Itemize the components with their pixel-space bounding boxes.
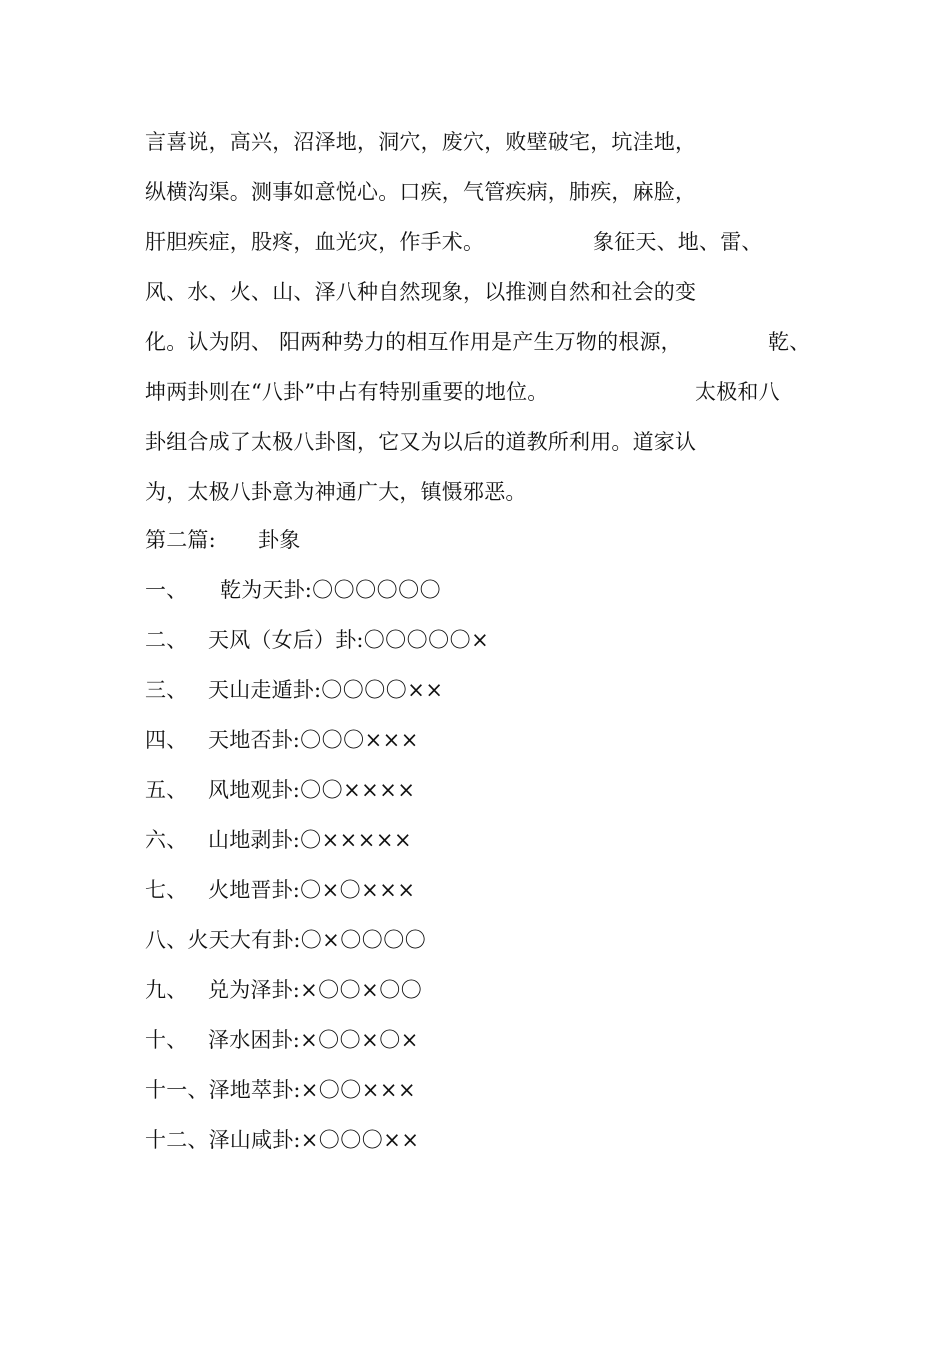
hexagram-number: 三、 — [145, 678, 188, 702]
hexagram-number: 六、 — [145, 828, 188, 852]
hexagram-number: 二、 — [145, 628, 188, 652]
hexagram-code: 〇〇〇〇〇〇 — [312, 578, 442, 602]
hexagram-name: 兑为泽卦: — [208, 978, 301, 1002]
hexagram-code: 〇×〇××× — [300, 878, 416, 902]
hexagram-name: 乾为天卦: — [220, 578, 313, 602]
hexagram-entry — [208, 675, 443, 705]
hexagram-name: 风地观卦: — [208, 778, 301, 802]
hexagram-entry — [208, 975, 422, 1005]
paragraph-line: 坤两卦则在“八卦”中占有特别重要的地位。 — [145, 380, 549, 404]
paragraph-line-tail: 象征天、地、雷、 — [593, 230, 763, 254]
hexagram-number: 五、 — [145, 778, 188, 802]
hexagram-entry — [145, 925, 426, 955]
paragraph-line: 为，太极八卦意为神通广大，镇慑邪恶。 — [145, 480, 527, 504]
paragraph-line: 风、水、火、山、泽八种自然现象，以推测自然和社会的变 — [145, 280, 697, 304]
hexagram-number: 九、 — [145, 978, 188, 1002]
section-heading-title: 卦象 — [258, 528, 301, 552]
hexagram-number: 十二、 — [145, 1128, 209, 1152]
hexagram-entry — [208, 825, 412, 855]
hexagram-entry — [208, 1025, 419, 1055]
hexagram-number: 一、 — [145, 578, 188, 602]
hexagram-code: ×〇〇〇×× — [300, 1128, 420, 1152]
hexagram-name: 天风（女后）卦: — [208, 628, 364, 652]
hexagram-number: 八、 — [145, 928, 188, 952]
hexagram-entry — [208, 775, 415, 805]
paragraph-line: 纵横沟渠。测事如意悦心。口疾，气管疾病，肺疾，麻脸， — [145, 180, 697, 204]
hexagram-name: 山地剥卦: — [208, 828, 301, 852]
hexagram-code: 〇〇×××× — [300, 778, 416, 802]
hexagram-number: 四、 — [145, 728, 188, 752]
paragraph-line: 言喜说，高兴，沼泽地，洞穴，废穴，败壁破宅，坑洼地， — [145, 130, 697, 154]
paragraph-line: 肝胆疾症，股疼，血光灾，作手术。 — [145, 230, 485, 254]
paragraph-line: 卦组合成了太极八卦图，它又为以后的道教所利用。道家认 — [145, 430, 697, 454]
hexagram-code: 〇××××× — [300, 828, 413, 852]
hexagram-number: 十、 — [145, 1028, 188, 1052]
paragraph-line-tail: 太极和八 — [695, 380, 780, 404]
hexagram-name: 泽水困卦: — [208, 1028, 301, 1052]
hexagram-entry — [208, 875, 415, 905]
hexagram-number: 十一、 — [145, 1078, 209, 1102]
hexagram-code: 〇〇〇〇〇× — [363, 628, 490, 652]
hexagram-code: ×〇〇×〇× — [300, 1028, 419, 1052]
hexagram-code: 〇×〇〇〇〇 — [300, 928, 427, 952]
hexagram-code: ×〇〇×〇〇 — [300, 978, 423, 1002]
hexagram-code: 〇〇〇〇×× — [321, 678, 444, 702]
hexagram-name: 火地晋卦: — [208, 878, 301, 902]
hexagram-entry — [208, 625, 489, 655]
hexagram-number: 七、 — [145, 878, 188, 902]
hexagram-entry — [145, 1075, 416, 1105]
hexagram-name: 天山走遁卦: — [208, 678, 322, 702]
paragraph-line: 化。认为阴、 阳两种势力的相互作用是产生万物的根源， — [145, 330, 682, 354]
hexagram-entry — [208, 725, 419, 755]
hexagram-name: 火天大有卦: — [187, 928, 301, 952]
hexagram-name: 泽地萃卦: — [208, 1078, 301, 1102]
hexagram-name: 泽山咸卦: — [208, 1128, 301, 1152]
hexagram-code: ×〇〇××× — [300, 1078, 417, 1102]
hexagram-code: 〇〇〇××× — [300, 728, 419, 752]
hexagram-entry — [145, 1125, 419, 1155]
section-heading-number: 第二篇: — [145, 528, 216, 552]
hexagram-entry — [220, 575, 441, 605]
hexagram-name: 天地否卦: — [208, 728, 301, 752]
paragraph-line-tail: 乾、 — [768, 330, 811, 354]
